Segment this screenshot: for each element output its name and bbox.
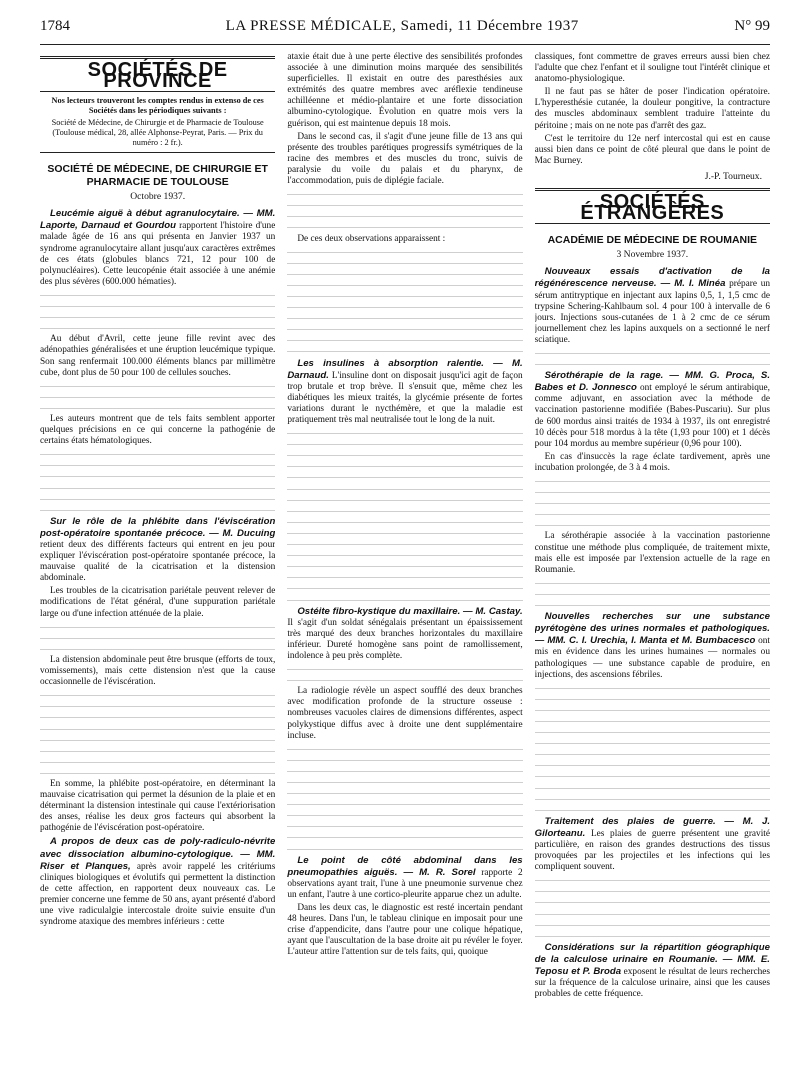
article-paragraph: La radiologie révèle un aspect soufflé des deux branches avec modification profonde de la structure osseuse : nombreuses vacuoles claires de dimensions différentes, aspect polykystique diffus avec à droite une dent supplémentaire incluse. xyxy=(287,686,523,741)
page-number: 1784 xyxy=(40,18,70,34)
text-line xyxy=(40,381,275,392)
text-line xyxy=(287,495,522,506)
society-title: SOCIÉTÉ DE MÉDECINE, DE CHIRURGIE ET PHARMACIE DE TOULOUSE xyxy=(47,163,268,189)
divider xyxy=(40,152,275,153)
article-authors: — M. Ducuing xyxy=(205,527,276,539)
text-line xyxy=(535,600,770,611)
text-line xyxy=(40,460,275,471)
text-line xyxy=(287,280,522,291)
column-3 xyxy=(535,52,770,1072)
text-line xyxy=(287,461,522,472)
article-authors: — M. Castay. xyxy=(460,605,523,617)
text-line xyxy=(287,550,522,561)
text-line xyxy=(40,768,275,779)
section-title-province: SOCIÉTÉS DE PROVINCE xyxy=(87,59,228,93)
article-paragraph xyxy=(535,370,770,450)
text-line xyxy=(287,346,522,357)
text-line xyxy=(287,302,522,313)
text-line xyxy=(287,844,522,855)
article-title: Nouvelles recherches sur une substance pyrétogène des urines normales et pathologiques. xyxy=(534,611,770,635)
text-line xyxy=(40,690,275,701)
article-paragraph: Les troubles de la cicatrisation pariétale peuvent relever de modifications de l'état général, d'une suppuration pariétale large ou d'une infection atténuée de la plaie. xyxy=(40,586,276,619)
article-paragraph xyxy=(40,208,275,288)
issue-number: N° 99 xyxy=(734,18,770,34)
article-text: retient deux des différents facteurs qui entrent en jeu pour expliquer l'éviscération post-opératoire spontanée précoce, la mauvaise qualité de la cicatrisation et la distension abdominale. xyxy=(40,540,276,584)
text-line xyxy=(40,301,275,312)
text-line xyxy=(40,323,275,334)
article-paragraph: Dans le second cas, il s'agit d'une jeune fille de 13 ans qui présente des troubles parétiques progressifs symétriques de la racine des membres et des muscles du tronc, suivis de paralysie du voile du palais et du pharynx, de l'accommodation, puis de diplégie faciale. xyxy=(287,131,523,187)
subscription-notice: Nos lecteurs trouveront les comptes rendus in extenso de ces Sociétés dans les périodiques suivants : xyxy=(51,96,264,116)
text-line xyxy=(287,484,522,495)
text-line xyxy=(40,746,275,757)
section-title-foreign: SOCIÉTÉS ÉTRANGÈRES xyxy=(580,191,725,225)
text-line xyxy=(287,595,522,606)
article-text: Les plaies de guerre présentent une gravité particulière, en raison des grandes destructions des tissus provoquées par les projectiles et les infections qui les compliquent souvent. xyxy=(534,828,770,873)
article-title: Sur le rôle de la phlébite dans l'éviscération post-opératoire spontanée précoce. xyxy=(40,515,276,539)
article-paragraph xyxy=(287,358,522,427)
text-line xyxy=(535,771,770,782)
text-line xyxy=(287,439,522,450)
text-line xyxy=(40,392,275,403)
article-text: rapporte 2 observations ayant trait, l'une à une pneumonie survenue chez un enfant, l'autre à une cortico-pleurite apparue chez un adulte. xyxy=(287,867,523,900)
text-line xyxy=(40,622,275,633)
article-text: rapportent l'histoire d'une malade âgée de 16 ans qui présenta en Janvier 1937 un syndrome agranulocytaire allant jusqu'aux caractères extrêmes de ces états (globules blancs 721, 12 pour 100 de polynucléaires). Cette leucopénie était associée à une anémie des plus sévères (600.000 hématies). xyxy=(40,221,276,287)
article-text: Il s'agit d'un soldat sénégalais présentant un épaississement très marqué des deux branches horizontales du maxillaire inférieur. Dureté homogène sans point de ramollissement, indolence à peu près complète. xyxy=(287,617,523,661)
text-line xyxy=(40,633,275,644)
text-line xyxy=(287,222,522,233)
text-line xyxy=(287,313,522,324)
text-line xyxy=(40,483,275,494)
article-paragraph: Les auteurs montrent que de tels faits semblent apporter quelques précisions en ce qui concerne la pathogénie de certains états hématologiques. xyxy=(40,413,276,447)
text-line xyxy=(535,498,770,509)
text-line xyxy=(287,528,522,539)
text-line xyxy=(287,269,522,280)
article-paragraph xyxy=(40,516,275,585)
text-line xyxy=(535,783,770,794)
text-line xyxy=(287,428,522,439)
article-paragraph: La distension abdominale peut être brusque (efforts de toux, vomissements), mais cette distension n'est que la cause occasionnelle de l'éviscération. xyxy=(40,654,276,688)
article-paragraph: La sérothérapie associée à la vaccination pastorienne constitue une méthode plus compliquée, de traitement mixte, mais elle est imposée par l'extension actuelle de la rage en Roumanie. xyxy=(534,531,770,575)
text-line xyxy=(535,805,770,816)
text-line xyxy=(287,572,522,583)
text-line xyxy=(287,211,522,222)
text-line xyxy=(287,744,522,755)
article-text: ont employé le sérum antirabique, comme adjuvant, en association avec la méthode de vaccination pastorienne modifiée (Babes-Puscariu). Sur plus de 600 mordus ainsi traités de 1934 à 1937, ils ont enregistré 10 décès pour 518 mordus à la tête (1,93 pour 100) et 1 décès pour 104 mordus au membre supérieur (0,96 pour 100). xyxy=(534,383,770,449)
text-line xyxy=(535,897,770,908)
text-line xyxy=(287,189,522,200)
article-title: Les insulines à absorption ralentie. xyxy=(297,357,484,369)
article-paragraph: De ces deux observations apparaissent : xyxy=(297,233,446,244)
text-line xyxy=(535,487,770,498)
article-paragraph: Il ne faut pas se hâter de poser l'indication opératoire. L'hyperesthésie cutanée, la douleur pongitive, la contracture des muscles abdominaux semblent traduire l'atteinte du péritoine ; mais on ne note pas d'arrêt des gaz. xyxy=(534,87,770,131)
text-line xyxy=(535,794,770,805)
text-line xyxy=(535,738,770,749)
text-line xyxy=(40,471,275,482)
text-line xyxy=(287,450,522,461)
article-paragraph: Dans les deux cas, le diagnostic est resté incertain pendant 48 heures. Dans l'un, le tableau clinique en imposait pour une crise d'appendicite, dans l'autre pour une colique hépatique, ayant que l'auscultation de la base droite ait pu révéler le foyer. L'auteur attire l'attention sur de tels faits, qui, quoique xyxy=(287,903,523,958)
text-line xyxy=(287,755,522,766)
text-line xyxy=(535,727,770,738)
article-paragraph: ataxie était due à une perte élective des sensibilités profondes associée à une diminution moins marquée des sensibilités superficielles. Il existait en outre des paresthésies aux extrémités des quatre membres avec aréflexie tendineuse achilléenne et médio-plantaire et une forte dissociation albumino-cytologique. Évolution en quatre mois vers la guérison, qui est maintenue depuis 18 mois. xyxy=(287,52,523,129)
article-authors: — M. R. Sorel xyxy=(397,866,476,878)
text-line xyxy=(535,520,770,531)
text-line xyxy=(535,875,770,886)
text-line xyxy=(40,644,275,655)
column-1 xyxy=(40,52,275,1072)
text-line xyxy=(535,348,770,359)
text-line xyxy=(40,701,275,712)
text-line xyxy=(535,920,770,931)
text-line xyxy=(287,561,522,572)
text-line xyxy=(287,832,522,843)
text-line xyxy=(40,290,275,301)
text-line xyxy=(287,258,522,269)
article-text: ont mis en évidence dans les urines humaines — normales ou pathologiques — une substance capable de produire, en injections, des ascensions fébriles. xyxy=(534,636,770,680)
session-date: Octobre 1937. xyxy=(130,191,186,203)
text-line xyxy=(40,505,275,516)
article-title: Ostéite fibro-kystique du maxillaire. xyxy=(297,605,461,617)
session-date: 3 Novembre 1937. xyxy=(616,249,689,261)
page-columns xyxy=(40,52,770,1072)
text-line xyxy=(535,716,770,727)
text-line xyxy=(287,539,522,550)
text-line xyxy=(535,578,770,589)
text-line xyxy=(40,735,275,746)
text-line xyxy=(40,403,275,414)
article-paragraph: C'est le territoire du 12e nerf intercostal qui est en cause aussi bien dans ce point de côté pleural que dans le point de Mac Burney. xyxy=(534,133,770,166)
society-title: ACADÉMIE DE MÉDECINE DE ROUMANIE xyxy=(547,234,758,247)
article-title: Le point de côté abdominal dans les pneumopathies aiguës. xyxy=(287,854,523,878)
article-authors: — MM. Riser et Planques, xyxy=(40,848,276,872)
text-line xyxy=(535,749,770,760)
text-line xyxy=(287,247,522,258)
article-text: L'insuline dont on disposait jusqu'ici agit de façon trop brutale et trop brève. Il s'ensuit que, même chez les diabétiques les mieux traités, la glycémie présente de fortes variations durant le nycthémère, et que la maladie est pratiquement très mal neutralisée tout le long de la nuit. xyxy=(287,370,523,425)
running-header xyxy=(40,18,770,45)
text-line xyxy=(287,200,522,211)
text-line xyxy=(40,494,275,505)
article-authors: — M. Darnaud. xyxy=(287,357,523,381)
text-line xyxy=(535,476,770,487)
text-line xyxy=(535,589,770,600)
text-line xyxy=(287,766,522,777)
journal-line: LA PRESSE MÉDICALE, Samedi, 11 Décembre 1937 xyxy=(225,18,579,34)
article-paragraph xyxy=(287,606,522,662)
text-line xyxy=(287,799,522,810)
article-title: A propos de deux cas de poly-radiculo-névrite avec dissociation albumino-cytologique. xyxy=(40,836,276,860)
text-line xyxy=(287,583,522,594)
article-paragraph xyxy=(535,942,770,1000)
article-text: prépare un sérum antitryptique en injectant aux lapins 0,5, 1, 1,5 cmc de trypsine Schering-Kahlbaum sol. 4 pour 100 à intervalle de 6 jours. Injections sous-cutanées de 1 à 2 cmc de ce sérum journellement chez les lapins auxquels on a sectionné le nerf sciatique. xyxy=(534,279,770,345)
article-authors: — MM. Laporte, Darnaud et Gourdou xyxy=(40,208,276,232)
text-line xyxy=(287,324,522,335)
article-authors: — MM. C. I. Urechia, I. Manta et M. Bumbacesco xyxy=(534,635,756,647)
article-title: Sérothérapie de la rage. xyxy=(544,370,664,382)
article-paragraph: En cas d'insuccès la rage éclate tardivement, après une incubation prolongée, de 3 à 4 mois. xyxy=(534,451,770,473)
text-line xyxy=(287,335,522,346)
article-paragraph: classiques, font commettre de graves erreurs aussi bien chez l'adulte que chez l'enfant et il souligne tout l'intérêt clinique et anatomo-physiologique. xyxy=(534,52,770,85)
text-line xyxy=(535,509,770,520)
text-line xyxy=(40,757,275,768)
text-line xyxy=(287,291,522,302)
article-text: après avoir rappelé les critériums cliniques biologiques et évolutifs qui permettent la distinction de cette affection, en rapportent deux nouveaux cas. Le premier concerne une femme de 50 ans, ayant présenté d'abord une vive radiculalgie intercostale droite suivie ensuite d'un syndrome ataxique des membres inférieurs : cette xyxy=(40,861,276,928)
article-paragraph xyxy=(287,855,522,901)
text-line xyxy=(535,683,770,694)
text-line xyxy=(287,675,522,686)
text-line xyxy=(535,760,770,771)
article-paragraph: En somme, la phlébite post-opératoire, en déterminant la mauvaise cicatrisation qui permet la désunion de la plaie et en déterminant la distension intestinale qui cause l'extériorisation des anses, réalise les deux gros facteurs qui absorbent la pathogénie de l'éviscération post-opératoire. xyxy=(40,778,276,834)
column-2 xyxy=(287,52,522,1072)
article-authors: — M. J. Gilorteanu. xyxy=(534,815,770,839)
text-line xyxy=(287,788,522,799)
text-line xyxy=(287,777,522,788)
article-authors: — MM. G. Proca, S. Babes et D. Jonnesco xyxy=(534,370,770,394)
article-title: Considérations sur la répartition géographique de la calculose urinaire en Roumanie. xyxy=(534,941,770,965)
text-line xyxy=(535,694,770,705)
article-paragraph xyxy=(40,836,275,928)
article-title: Leucémie aiguë à début agranulocytaire. xyxy=(50,208,240,220)
article-title: Traitement des plaies de guerre. xyxy=(544,815,716,827)
article-title: Nouveaux essais d'activation de la régénérescence nerveuse. xyxy=(534,266,770,290)
text-line xyxy=(40,312,275,323)
text-line xyxy=(535,705,770,716)
text-line xyxy=(535,359,770,370)
text-line xyxy=(287,664,522,675)
text-line xyxy=(287,472,522,483)
text-line xyxy=(40,724,275,735)
article-paragraph xyxy=(535,816,770,873)
text-line xyxy=(287,821,522,832)
text-line xyxy=(287,810,522,821)
author-signature: J.-P. Tourneux. xyxy=(704,170,762,182)
text-line xyxy=(535,909,770,920)
article-paragraph xyxy=(535,611,770,681)
text-line xyxy=(287,517,522,528)
article-paragraph xyxy=(535,266,770,346)
text-line xyxy=(40,449,275,460)
article-authors: — M. I. Minéa xyxy=(656,278,726,290)
periodical-reference: Société de Médecine, de Chirurgie et de Pharmacie de Toulouse (Toulouse médical, 28, allée Alphonse-Peyrat, Paris. — Prix du numéro : 2 fr.). xyxy=(51,118,264,148)
article-paragraph: Au début d'Avril, cette jeune fille revint avec des adénopathies généralisées et une éruption leucémique typique. Son sang renfermait 100.000 éléments blancs par millimètre cube, dont plus de 50 pour 100 de cellules souches. xyxy=(40,334,276,378)
text-line xyxy=(535,931,770,942)
text-line xyxy=(40,712,275,723)
text-line xyxy=(287,506,522,517)
text-line xyxy=(535,886,770,897)
article-text: exposent le résultat de leurs recherches sur la fréquence de la calculose urinaire, ainsi que les causes probables de cette fréquence. xyxy=(534,967,770,1000)
article-authors: — MM. E. Teposu et P. Broda xyxy=(534,953,770,978)
